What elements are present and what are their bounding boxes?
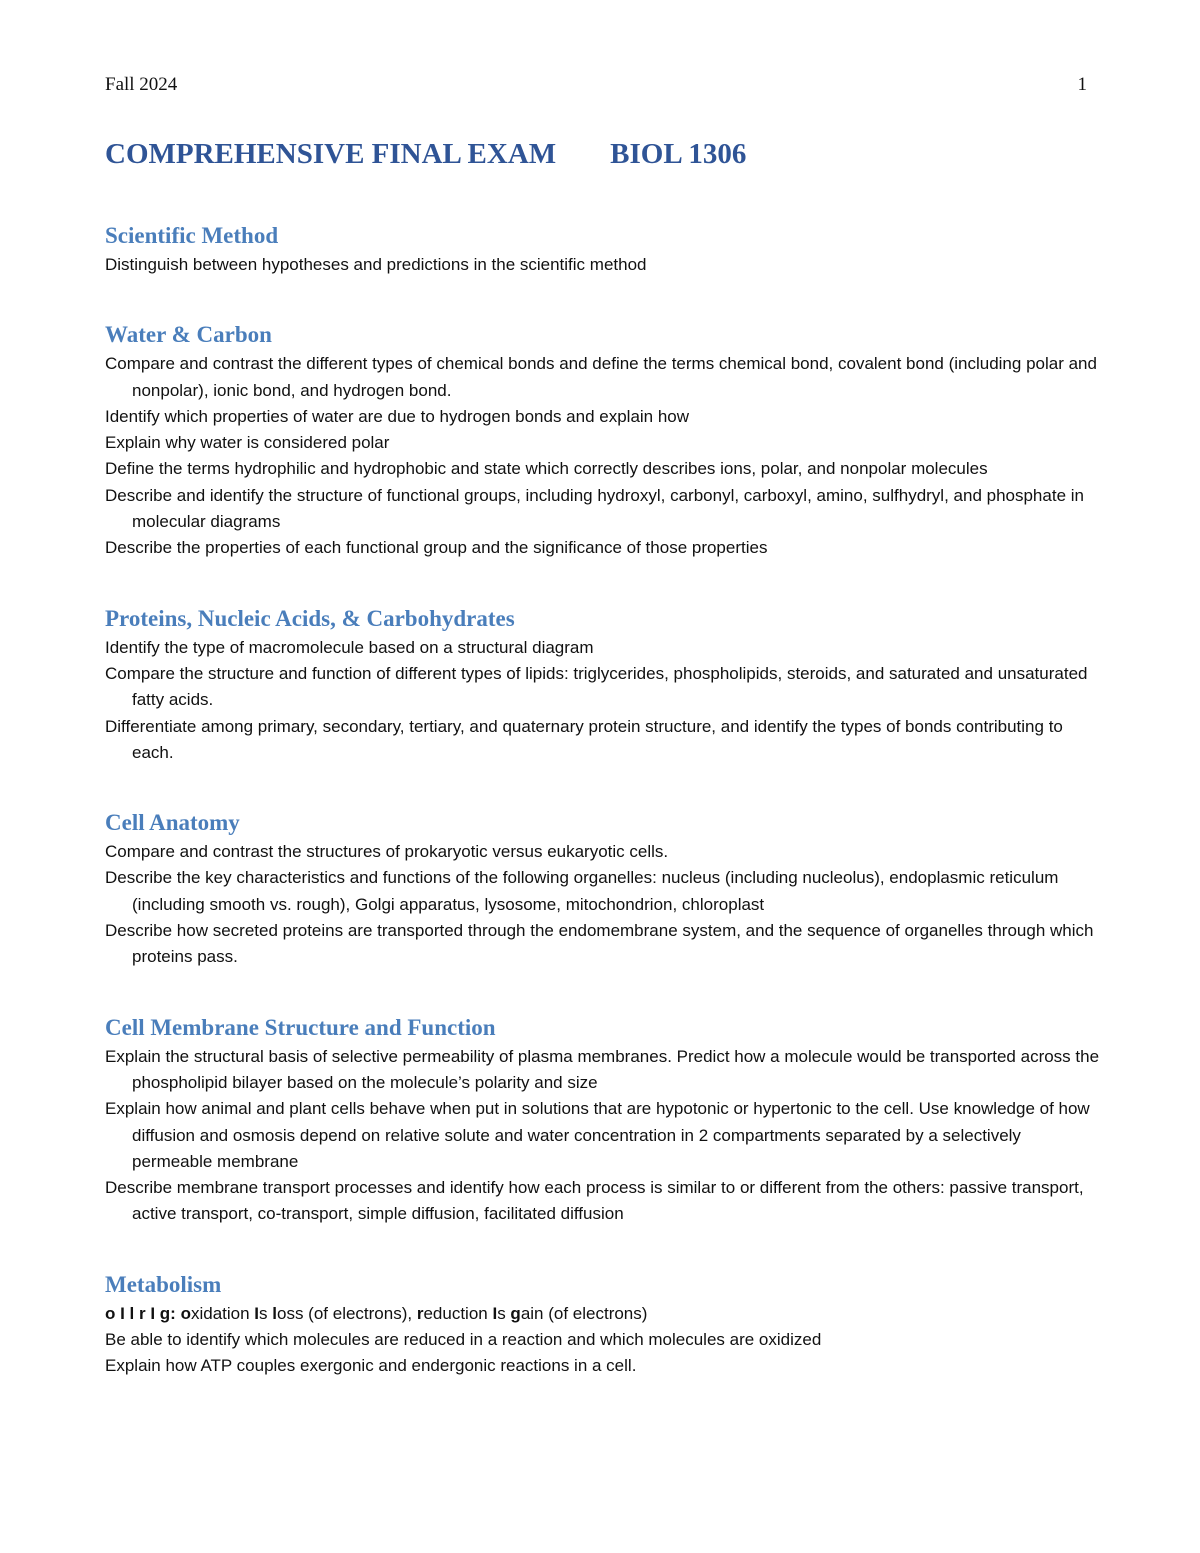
exam-title: COMPREHENSIVE FINAL EXAM xyxy=(105,138,557,170)
section-heading: Cell Membrane Structure and Function xyxy=(105,1014,496,1040)
mnemonic-initial: o xyxy=(180,1303,191,1323)
objective-item: Be able to identify which molecules are reduced in a reaction and which molecules are oxidized xyxy=(105,1330,822,1350)
section-heading: Metabolism xyxy=(105,1271,222,1297)
mnemonic-initial: g xyxy=(510,1303,521,1323)
objective-item: Compare the structure and function of different types of lipids: triglycerides, phospholipids, steroids, and saturated and unsaturated fatty acids. xyxy=(105,663,1088,710)
objective-item: Describe membrane transport processes and identify how each process is similar to or different from the others: passive transport, active transport, co-transport, simple diffusion, facilitated diffusion xyxy=(105,1178,1084,1224)
objective-item: Explain why water is considered polar xyxy=(105,433,390,453)
objective-item: Distinguish between hypotheses and predictions in the scientific method xyxy=(105,255,647,274)
objective-item: Describe how secreted proteins are transported through the endomembrane system, and the sequence of organelles through which proteins pass. xyxy=(105,921,1094,967)
mnemonic-word: ain (of electrons) xyxy=(520,1303,648,1323)
objective-item: Explain the structural basis of selective permeability of plasma membranes. Predict how a molecule would be transported across the phospholipid bilayer based on the molecule’s polarity and size xyxy=(105,1046,1100,1092)
section-cell-anatomy xyxy=(105,807,1105,970)
mnemonic-initial: I xyxy=(492,1303,498,1323)
mnemonic-word: s xyxy=(497,1303,511,1323)
mnemonic-word: s xyxy=(259,1303,273,1323)
oil-rig-mnemonic xyxy=(105,1301,1105,1327)
mnemonic-initial: I xyxy=(254,1303,260,1323)
objective-item: Identify which properties of water are due to hydrogen bonds and explain how xyxy=(105,406,690,426)
mnemonic-initial: l xyxy=(272,1303,277,1323)
mnemonic-word: oss (of electrons), xyxy=(277,1303,417,1323)
header-term: Fall 2024 xyxy=(105,74,178,95)
mnemonic-letters: o I l r I g: xyxy=(105,1303,176,1323)
document-title xyxy=(105,138,746,171)
section-scientific-method xyxy=(105,220,1105,278)
mnemonic-word: xidation xyxy=(190,1303,255,1323)
document-body xyxy=(105,220,1105,1380)
section-heading: Scientific Method xyxy=(105,223,279,248)
objective-item: Explain how animal and plant cells behave when put in solutions that are hypotonic or hypertonic to the cell. Use knowledge of how diffusion and osmosis depend on relative solute and water concentration in 2 compartments separated by a selectively permeable membrane xyxy=(105,1099,1090,1171)
section-heading: Proteins, Nucleic Acids, & Carbohydrates xyxy=(105,605,515,631)
objective-item: Identify the type of macromolecule based on a structural diagram xyxy=(105,637,594,657)
mnemonic-word: eduction xyxy=(423,1303,493,1323)
objective-item: Describe the key characteristics and functions of the following organelles: nucleus (including nucleolus), endoplasmic reticulum (including smooth vs. rough), Golgi apparatus, lysosome, mitochondrion, chloroplast xyxy=(105,868,1059,914)
section-water-carbon xyxy=(105,319,1105,561)
objective-item: Differentiate among primary, secondary, tertiary, and quaternary protein structure, and identify the types of bonds contributing to each. xyxy=(105,716,1063,762)
objective-item: Explain how ATP couples exergonic and endergonic reactions in a cell. xyxy=(105,1356,637,1376)
objective-item: Compare and contrast the different types of chemical bonds and define the terms chemical bond, covalent bond (including polar and nonpolar), ionic bond, and hydrogen bond. xyxy=(105,354,1097,400)
section-heading: Water & Carbon xyxy=(105,322,272,348)
section-cell-membrane xyxy=(105,1012,1105,1228)
objective-item: Define the terms hydrophilic and hydrophobic and state which correctly describes ions, polar, and nonpolar molecules xyxy=(105,459,988,479)
section-proteins-nucleic-acids-carbohydrates xyxy=(105,603,1105,766)
objective-item: Describe and identify the structure of functional groups, including hydroxyl, carbonyl, carboxyl, amino, sulfhydryl, and phosphate in molecular diagrams xyxy=(105,485,1084,532)
page-number: 1 xyxy=(1077,74,1087,95)
section-metabolism xyxy=(105,1269,1105,1380)
objective-item: Describe the properties of each functional group and the significance of those properties xyxy=(105,538,768,558)
section-heading: Cell Anatomy xyxy=(105,810,240,836)
mnemonic-initial: r xyxy=(416,1303,424,1323)
course-code: BIOL 1306 xyxy=(610,138,747,170)
objective-item: Compare and contrast the structures of prokaryotic versus eukaryotic cells. xyxy=(105,842,669,862)
